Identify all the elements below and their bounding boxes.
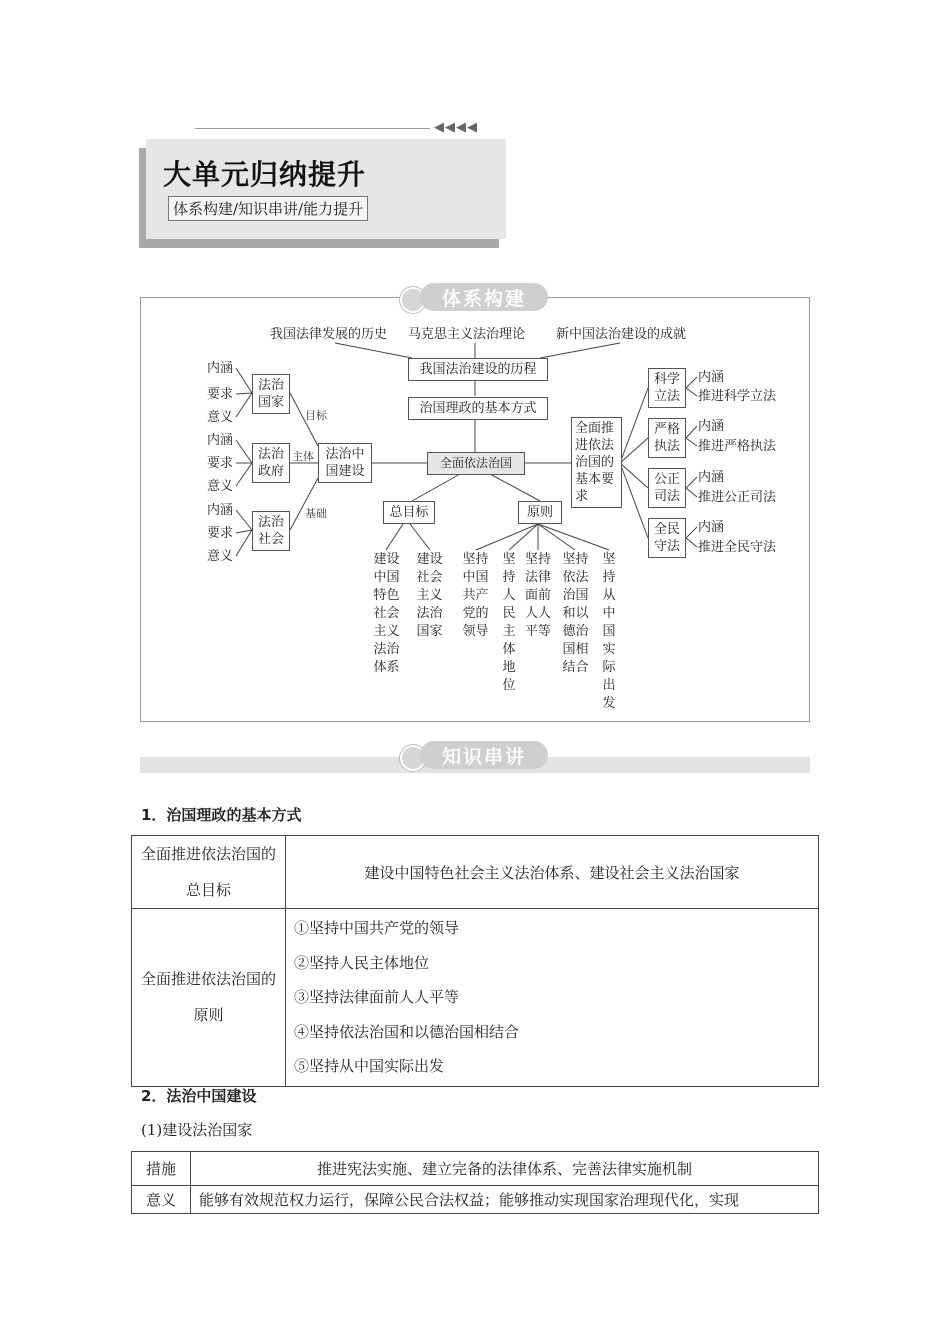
right-item: 内涵 bbox=[698, 370, 725, 385]
principle-item: 坚持从中国实际出发 bbox=[602, 552, 616, 711]
node-rule-of-law-government: 法治政府 bbox=[252, 443, 290, 483]
table-head: 意义 bbox=[132, 1186, 191, 1214]
connector bbox=[236, 368, 252, 393]
center-node: 全面依法治国 bbox=[427, 452, 525, 475]
connector bbox=[620, 463, 648, 538]
section-banner-knowledge: 知识串讲 bbox=[420, 741, 548, 769]
method-node: 治国理政的基本方式 bbox=[408, 397, 548, 420]
connector bbox=[686, 438, 697, 446]
left-item: 要求 bbox=[207, 526, 234, 541]
list-item: ⑤坚持从中国实际出发 bbox=[294, 1057, 445, 1075]
table-cell: 建设中国特色社会主义法治体系、建设社会主义法治国家 bbox=[286, 836, 819, 909]
connector bbox=[236, 530, 252, 556]
principle-node: 原则 bbox=[518, 501, 562, 524]
node-scientific-legislation: 科学立法 bbox=[648, 368, 686, 408]
arrow-icon: ◀◀◀◀ bbox=[434, 120, 478, 135]
node-universal-observance: 全民守法 bbox=[648, 518, 686, 558]
connector bbox=[540, 343, 620, 358]
list-item: ④坚持依法治国和以德治国相结合 bbox=[294, 1022, 520, 1041]
connector bbox=[410, 524, 430, 550]
connector bbox=[236, 440, 252, 463]
edge-label-subject: 主体 bbox=[292, 450, 314, 463]
table-cell: 推进宪法实施、建立完备的法律体系、完善法律实施机制 bbox=[191, 1152, 819, 1186]
node-rule-of-law-state: 法治国家 bbox=[252, 374, 290, 414]
connector bbox=[476, 524, 538, 550]
connector bbox=[290, 478, 318, 530]
connector bbox=[686, 426, 697, 438]
list-item: ①坚持中国共产党的领导 bbox=[294, 919, 460, 937]
principle-item: 坚持中国共产党的领导 bbox=[462, 552, 489, 639]
requirement-node: 全面推进依法治国的基本要求 bbox=[571, 417, 622, 508]
connector bbox=[538, 524, 575, 550]
history-node: 我国法治建设的历程 bbox=[408, 358, 548, 381]
connector bbox=[236, 393, 252, 417]
heading-rule-of-law-china: 2．法治中国建设 bbox=[141, 1087, 257, 1105]
heading-basic-method: 1．治国理政的基本方式 bbox=[141, 806, 302, 824]
connector bbox=[236, 463, 252, 486]
connector bbox=[686, 538, 697, 547]
principle-item: 坚持法律面前人人平等 bbox=[524, 552, 551, 639]
connector bbox=[509, 524, 538, 550]
connector bbox=[686, 388, 697, 396]
edge-label-goal: 目标 bbox=[305, 409, 327, 422]
right-item: 推进严格执法 bbox=[698, 439, 777, 454]
subheading-rule-of-law-state: (1)建设法治国家 bbox=[141, 1121, 253, 1139]
table-basic-method bbox=[131, 835, 819, 1087]
connector bbox=[620, 388, 648, 463]
connector bbox=[538, 524, 609, 550]
connector bbox=[686, 488, 697, 497]
left-item: 内涵 bbox=[207, 433, 234, 448]
connector bbox=[386, 524, 403, 550]
source-achievements: 新中国法治建设的成就 bbox=[556, 327, 687, 342]
left-item: 内涵 bbox=[207, 361, 234, 376]
table-rule-of-law-state bbox=[131, 1151, 819, 1214]
connector bbox=[412, 474, 460, 501]
connector bbox=[236, 510, 252, 530]
left-item: 内涵 bbox=[207, 503, 234, 518]
left-center-node: 法治中国建设 bbox=[318, 443, 372, 483]
right-item: 推进公正司法 bbox=[698, 490, 777, 505]
goal-item: 建设社会主义法治国家 bbox=[416, 552, 443, 639]
node-fair-justice: 公正司法 bbox=[648, 468, 686, 508]
goal-node: 总目标 bbox=[383, 501, 435, 524]
connector bbox=[686, 527, 697, 538]
goal-item: 建设中国特色社会主义法治体系 bbox=[373, 552, 400, 675]
table-head: 全面推进依法治国的原则 bbox=[132, 909, 286, 1087]
right-item: 内涵 bbox=[698, 520, 725, 535]
connector bbox=[236, 530, 252, 533]
source-marxism: 马克思主义法治理论 bbox=[408, 327, 526, 342]
list-item: ③坚持法律面前人人平等 bbox=[294, 988, 460, 1006]
connector bbox=[686, 477, 697, 488]
page-title: 大单元归纳提升 bbox=[163, 158, 367, 191]
source-history: 我国法律发展的历史 bbox=[270, 327, 388, 342]
right-item: 内涵 bbox=[698, 470, 725, 485]
left-item: 意义 bbox=[207, 479, 234, 494]
node-rule-of-law-society: 法治社会 bbox=[252, 511, 290, 551]
connector bbox=[335, 343, 412, 358]
right-item: 推进科学立法 bbox=[698, 389, 777, 404]
list-item: ②坚持人民主体地位 bbox=[294, 953, 430, 972]
page-subtitle: 体系构建/知识串讲/能力提升 bbox=[168, 196, 368, 221]
connector bbox=[686, 377, 697, 388]
table-cell: 能够有效规范权力运行，保障公民合法权益；能够推动实现国家治理现代化，实现 bbox=[191, 1186, 819, 1214]
left-item: 要求 bbox=[207, 456, 234, 471]
table-head: 全面推进依法治国的总目标 bbox=[132, 836, 286, 909]
right-item: 推进全民守法 bbox=[698, 540, 777, 555]
section-banner-system: 体系构建 bbox=[420, 283, 548, 311]
left-item: 意义 bbox=[207, 549, 234, 564]
connector bbox=[236, 393, 252, 394]
right-item: 内涵 bbox=[698, 419, 725, 434]
left-item: 要求 bbox=[207, 387, 234, 402]
table-cell bbox=[286, 909, 819, 1087]
node-strict-enforcement: 严格执法 bbox=[648, 418, 686, 458]
table-head: 措施 bbox=[132, 1152, 191, 1186]
left-item: 意义 bbox=[207, 410, 234, 425]
connector bbox=[490, 474, 540, 501]
edge-label-basis: 基础 bbox=[305, 507, 327, 520]
principle-item: 坚持依法治国和以德治国相结合 bbox=[562, 552, 589, 675]
principle-item: 坚持人民主体地位 bbox=[502, 552, 516, 693]
